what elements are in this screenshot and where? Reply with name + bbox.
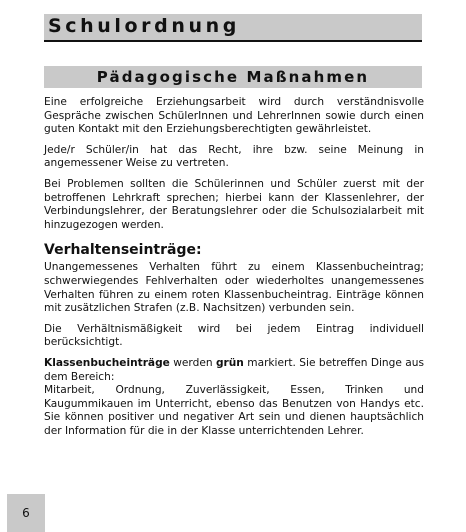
section-title-band: [44, 66, 422, 88]
document-title-band: [44, 14, 422, 42]
paragraph-intro: Eine erfolgreiche Erziehungsarbeit wird durch verständnisvolle Gespräche zwischen SchülerInnen und LehrerInnen sowie durch einen guten Kontakt mit den Erziehungsberechtigten gewährleistet.: [44, 96, 424, 136]
paragraph-green-entries: [44, 357, 424, 384]
term-gruen: grün: [215, 356, 244, 369]
paragraph-proportionality: Die Verhältnismäßigkeit wird bei jedem Eintrag individuell berücksichtigt.: [44, 322, 424, 349]
paragraph-problems: Bei Problemen sollten die Schülerinnen und Schüler zuerst mit der betroffenen Lehrkraft sprechen; hierbei kann der Klassenlehrer, der Verbindungslehrer, der Beratungslehrer oder die Schulsozialarbeit mit hinzugezogen werden.: [44, 177, 424, 231]
term-klassenbucheintraege: Klassenbucheinträge: [44, 356, 170, 369]
paragraph-areas: Mitarbeit, Ordnung, Zuverlässigkeit, Essen, Trinken und Kaugummikauen im Unterricht, ebenso das Benutzen von Handys etc. Sie können positiver und negativer Art sein und dienen hauptsächlich der Information für die in der Klasse unterrichtenden Lehrer.: [44, 384, 424, 437]
text-werden: werden: [169, 356, 216, 369]
text-markiert: markiert. Sie betreffen Dinge aus dem Bereich:: [44, 356, 425, 383]
page-content: [44, 96, 424, 445]
page-number: 6: [22, 506, 30, 520]
section-title: Pädagogische Maßnahmen: [96, 68, 370, 86]
paragraph-opinion: Jede/r Schüler/in hat das Recht, ihre bzw. seine Meinung in angemessener Weise zu vertreten.: [44, 143, 424, 170]
heading-verhaltenseintraege: Verhaltenseinträge:: [44, 242, 202, 259]
paragraph-consequences: Unangemessenes Verhalten führt zu einem Klassenbucheintrag; schwerwiegendes Fehlverhalten oder wiederholtes unangemessenes Verhalten führen zu einem roten Klassenbucheintrag. Einträge können mit zusätzlichen Strafen (z.B. Nachsitzen) verbunden sein.: [44, 261, 424, 315]
page-number-box: [7, 494, 45, 532]
document-title: Schulordnung: [48, 15, 240, 37]
